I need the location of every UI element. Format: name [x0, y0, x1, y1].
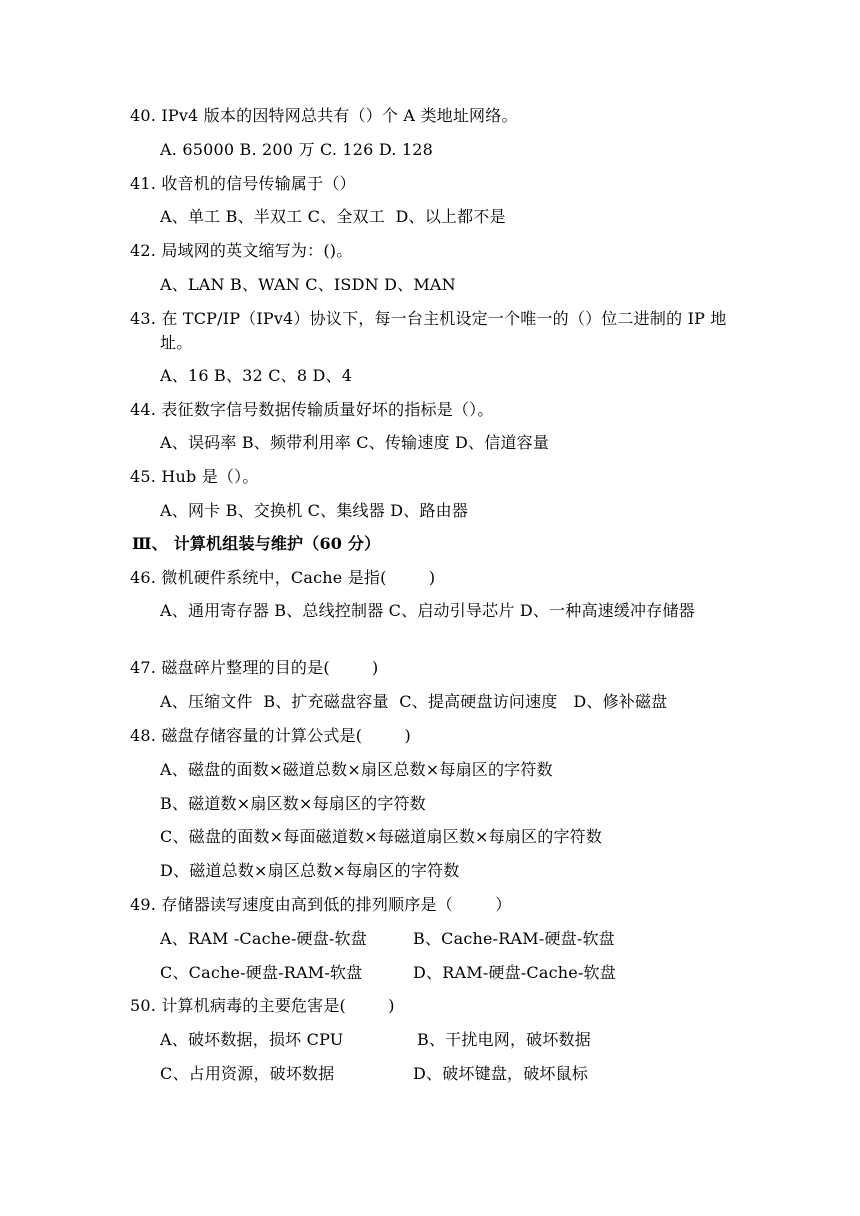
options-43: A、16 B、32 C、8 D、4 [160, 366, 353, 385]
option-49-a: A、RAM -Cache-硬盘-软盘 [160, 929, 367, 948]
section-heading: Ⅲ、 计算机组装与维护（60 分） [132, 534, 381, 553]
option-50-b: B、干扰电网，破坏数据 [417, 1030, 591, 1049]
question-50: 50. 计算机病毒的主要危害是( ) [130, 996, 395, 1015]
question-41: 41. 收音机的信号传输属于（） [130, 174, 356, 193]
question-42: 42. 局域网的英文缩写为：()。 [130, 241, 353, 260]
question-47: 47. 磁盘碎片整理的目的是( ) [130, 658, 379, 677]
option-48-a: A、磁盘的面数×磁道总数×扇区总数×每扇区的字符数 [160, 760, 553, 779]
option-50-d: D、破坏键盘，破坏鼠标 [413, 1064, 589, 1083]
question-40: 40. IPv4 版本的因特网总共有（）个 A 类地址网络。 [130, 106, 518, 125]
option-48-d: D、磁道总数×扇区总数×每扇区的字符数 [160, 861, 460, 880]
option-49-d: D、RAM-硬盘-Cache-软盘 [413, 963, 616, 982]
options-47: A、压缩文件 B、扩充磁盘容量 C、提高硬盘访问速度 D、修补磁盘 [160, 692, 668, 711]
option-49-b: B、Cache-RAM-硬盘-软盘 [413, 929, 615, 948]
options-42: A、LAN B、WAN C、ISDN D、MAN [160, 275, 456, 294]
option-48-b: B、磁道数×扇区数×每扇区的字符数 [160, 794, 426, 813]
options-45: A、网卡 B、交换机 C、集线器 D、路由器 [160, 501, 469, 520]
option-48-c: C、磁盘的面数×每面磁道数×每磁道扇区数×每扇区的字符数 [160, 827, 603, 846]
question-45: 45. Hub 是（）。 [130, 467, 259, 486]
question-44: 44. 表征数字信号数据传输质量好坏的指标是（）。 [130, 400, 494, 419]
question-43: 43. 在 TCP/IP（IPv4）协议下，每一台主机设定一个唯一的（）位二进制的 IP 地址。 [130, 309, 727, 352]
option-50-c: C、占用资源，破坏数据 [160, 1064, 335, 1083]
options-41: A、单工 B、半双工 C、全双工 D、以上都不是 [160, 207, 506, 226]
options-46: A、通用寄存器 B、总线控制器 C、启动引导芯片 D、一种高速缓冲存储器 [160, 601, 695, 620]
options-40: A. 65000 B. 200 万 C. 126 D. 128 [160, 140, 433, 159]
question-49: 49. 存储器读写速度由高到低的排列顺序是（ ） [130, 895, 512, 914]
option-50-a: A、破坏数据，损坏 CPU [160, 1030, 344, 1049]
question-48: 48. 磁盘存储容量的计算公式是( ) [130, 726, 411, 745]
question-46: 46. 微机硬件系统中，Cache 是指( ) [130, 568, 436, 587]
options-44: A、误码率 B、频带利用率 C、传输速度 D、信道容量 [160, 433, 550, 452]
option-49-c: C、Cache-硬盘-RAM-软盘 [160, 963, 363, 982]
